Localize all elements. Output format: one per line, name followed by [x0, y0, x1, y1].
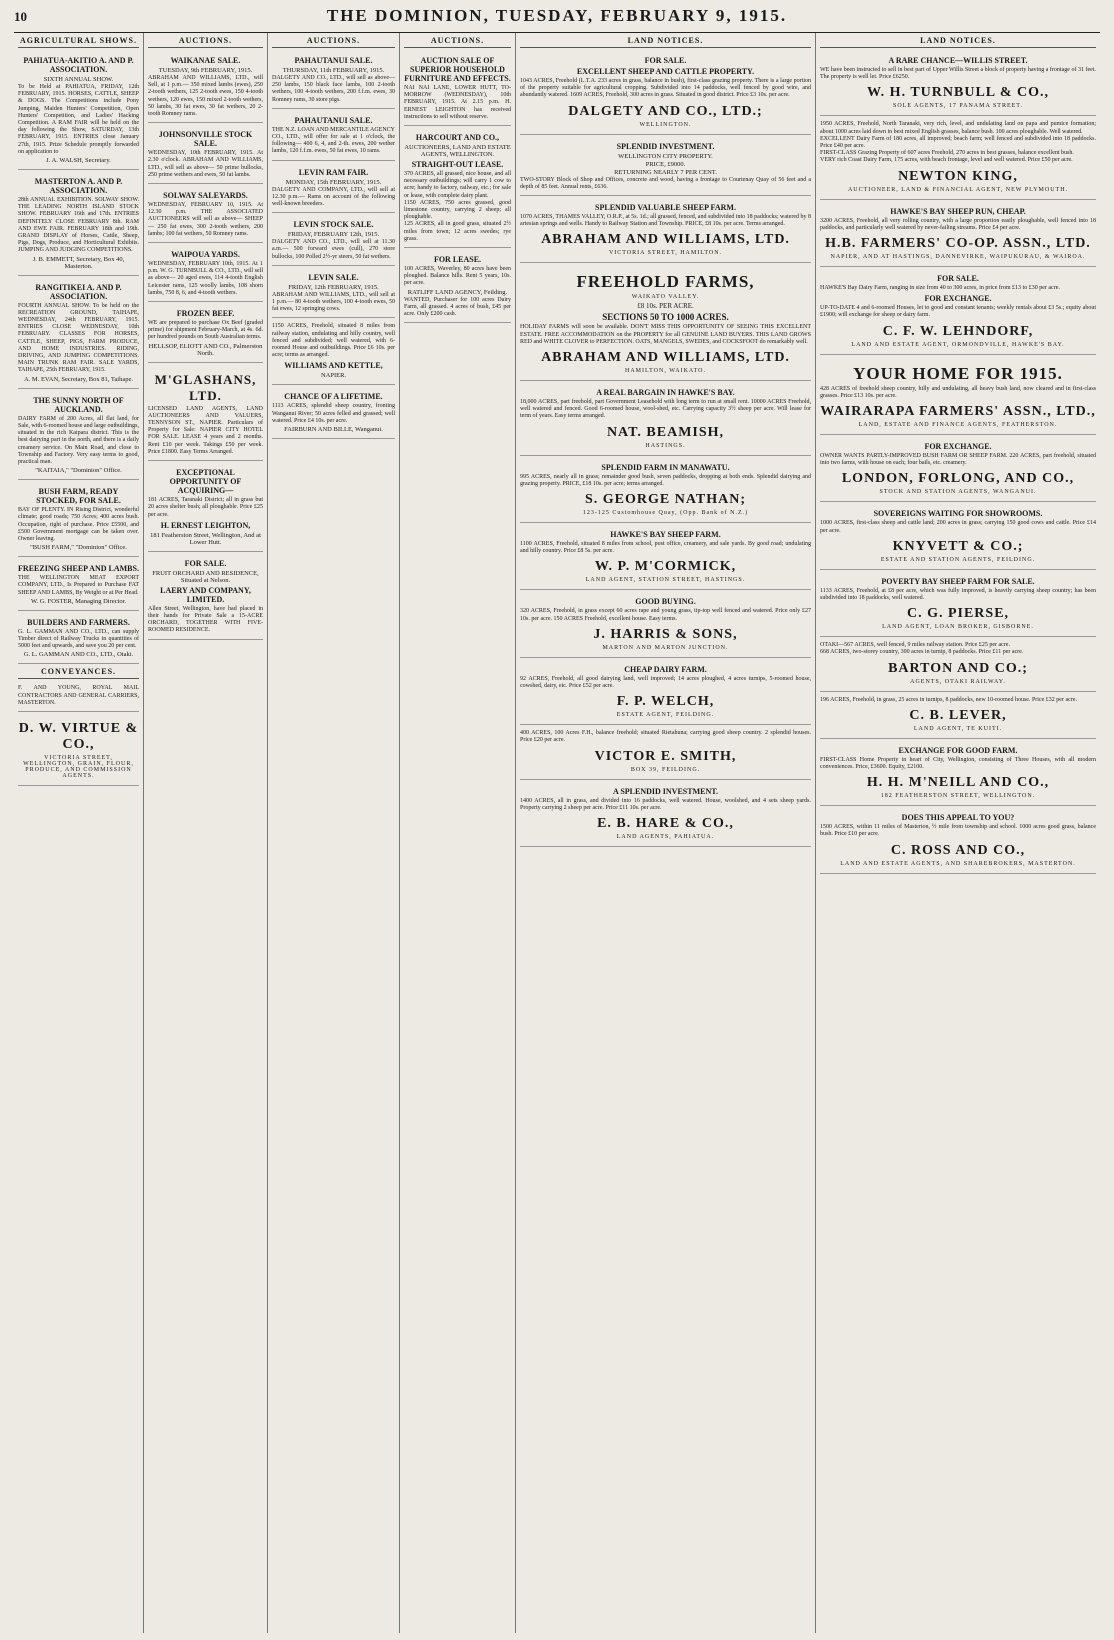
- ad-city-investment: SPLENDID INVESTMENT. WELLINGTON CITY PROPERTY. PRICE, £9000. RETURNING NEARLY 7 PER CENT. TWO-STORY Block of Shop and Offices, concrete and wood, having a frontage to Courtenay Quay of 56 feet and a depth of 85 feet. Annual rents, £636.: [520, 137, 811, 196]
- column-auctions-3: [400, 33, 516, 1633]
- ad-manawatu: SPLENDID FARM IN MANAWATU. 995 ACRES, nearly all in grass; remainder good bush, seven paddocks, dropping at both ends. Splendid dairying and grazing property. PRICE, £18 10s. per acre; terms arranged. S. GEORGE NATHAN; 123-125 Customhouse Quay, (Opp. Bank of N.Z.): [520, 458, 811, 523]
- ad-harcourt: HARCOURT AND CO., AUCTIONEERS, LAND AND ESTATE AGENTS, WELLINGTON. STRAIGHT-OUT LEASE. 370 ACRES, all grassed, nice house, and all necessary outbuildings; will carry 1 cow to acre; handy to factory, railway, etc.; for sale or lease, with complete dairy plant. 1150 ACRES, 750 acres grassed, good limestone country, carrying 2 sheep; all ploughable. 125 ACRES, all in good grass, situated 2½ miles from town; 12 acres swedes; rye grass.: [404, 128, 511, 248]
- ad-chance: CHANCE OF A LIFETIME. 1113 ACRES, splendid sheep country, fronting Wanganui River; 50 acres felled and grassed; well watered. Price £4 10s. per acre. FAIRBURN AND BILLE, Wanganui.: [272, 387, 395, 439]
- ad-valuable-sheep: SPLENDID VALUABLE SHEEP FARM. 1070 ACRES, THAMES VALLEY, O.R.P., at 5s. 1d.; all grassed, fenced, and subdivided into 18 paddocks; watered by 8 artesian springs and wells. Handy to Railway Station and Township. PRICE, £8 10s. per acre. Terms arranged. ABRAHAM AND WILLIAMS, LTD. VICTORIA STREET, HAMILTON.: [520, 198, 811, 263]
- ad-pierse: POVERTY BAY SHEEP FARM FOR SALE. 1133 ACRES, Freehold, at £8 per acre, which was fully improved, is heavily carrying sheep country; has been subdivided into 18 paddocks, well watered. C. G. PIERSE, LAND AGENT, LOAN BROKER, GISBORNE.: [820, 572, 1096, 637]
- ad-mneill: EXCHANGE FOR GOOD FARM. FIRST-CLASS Home Property in heart of City, Wellington, consisting of Three Houses, with all modern conveniences. Price, £3600. Equity, £2100. H. H. M'NEILL AND CO., 182 FEATHERSTON STREET, WELLINGTON.: [820, 741, 1096, 806]
- column-land-notices-1: [516, 33, 816, 1633]
- ad-young-carriers: F. AND YOUNG, ROYAL MAIL CONTRACTORS AND GENERAL CARRIERS, MASTERTON.: [18, 682, 139, 712]
- page-number: 10: [14, 9, 27, 24]
- ad-for-lease: FOR LEASE. 100 ACRES, Waverley, 80 acres have been ploughed. Balance hills. Rent 5 years, 10s. per acre. RATLIFF LAND AGENCY, Feilding. WANTED, Purchaser for 100 acres Dairy Farm, all grassed. 4 acres of bush, £45 per acre. Only £200 cash.: [404, 250, 511, 323]
- ad-400-acres: 400 ACRES, 100 Acres F.H., balance freehold; situated Rietahuna; carrying good sheep country. 2 splendid houses. Price £20 per acre. VICTOR E. SMITH, BOX 39, FEILDING.: [520, 727, 811, 779]
- column-header: AUCTIONS.: [148, 35, 263, 48]
- column-auctions-1: [144, 33, 268, 1633]
- ad-freezing: FREEZING SHEEP AND LAMBS. THE WELLINGTON MEAT EXPORT COMPANY, LTD., Is Prepared to Purchase FAT SHEEP AND LAMBS, By Weight or at Per Head. W. G. FOSTER, Managing Director.: [18, 559, 139, 611]
- ad-bush-farm: BUSH FARM, READY STOCKED, FOR SALE. BAY OF PLENTY. IN Rising District, wonderful climate; good roads; 750 Acres; 400 acres bush. Occupation, right of purchase. Price £5500, and £500 Government mortgage can be taken over. Owner leaving. "BUSH FARM," "Dominion" Office.: [18, 482, 139, 557]
- ad-fruit-orchard: FOR SALE. FRUIT ORCHARD AND RESIDENCE, Situated at Nelson. LAERY AND COMPANY, LIMITED. Allen Street, Wellington, have had placed in their hands for Private Sale a 15-ACRE ORCHARD, TOGETHER WITH FIVE-ROOMED RESIDENCE.: [148, 554, 263, 640]
- ad-solway: SOLWAY SALEYARDS. WEDNESDAY, FEBRUARY 10, 1915. At 12.30 p.m. THE ASSOCIATED AUCTIONEERS will sell as above— SHEEP— 250 fat ewes, 300 2-tooth wethers, 200 lambs; 100 fat wethers, 50 Romney rams.: [148, 186, 263, 243]
- ad-johnsonville: JOHNSONVILLE STOCK SALE. WEDNESDAY, 10th FEBRUARY, 1915. At 2.30 o'clock. ABRAHAM AND WILLIAMS, LTD., will sell as above— 50 prime bullocks, 250 prime wethers and ewes, 50 fat lambs.: [148, 125, 263, 184]
- ad-mglashans: M'GLASHANS, LTD. LICENSED LAND AGENTS, LAND AUCTIONEERS AND VALUERS, TENNYSON ST., NAPIER. Particulars of Property for Sale: NAPIER CITY HOTEL FOR SALE. LEASE 4 years and 2 months. Rent £10 per week. Takings £50 per week. Price £1800. Easy Terms Arranged.: [148, 365, 263, 461]
- ad-ross: DOES THIS APPEAL TO YOU? 1500 ACRES, within 11 miles of Masterton, ½ mile from township and school. 1000 acres good grass, balance bush. Price £10 per acre. C. ROSS AND CO., LAND AND ESTATE AGENTS, AND SHAREBROKERS, MASTERTON.: [820, 808, 1096, 873]
- ad-rangitikei-show: RANGITIKEI A. AND P. ASSOCIATION. FOURTH ANNUAL SHOW. To be held on the RECREATION GROUND, TAIHAPE, WEDNESDAY, 24th FEBRUARY, 1915. ENTRIES CLOSE WEDNESDAY, 10th FEBRUARY. CLASSES FOR HORSES, CATTLE, SHEEP, PIGS, FARM PRODUCE, AND HOME INDUSTRIES. RIDING, DRIVING, AND JUMPING COMPETITIONS. MAIN TRUNK RAM FAIR. SALE YARDS, TAIHAPE, 25th FEBRUARY, 1915. A. M. EVAN, Secretary, Box 81, Taihape.: [18, 278, 139, 389]
- ad-your-home: YOUR HOME FOR 1915. 428 ACRES of freehold sheep country, hilly and undulating, all heavy bush land, now cleared and in first-class grasses. Price £13 10s. per acre. WAIRARAPA FARMERS' ASSN., LTD., LAND, ESTATE AND FINANCE AGENTS, FEATHERSTON.: [820, 357, 1096, 435]
- ad-cheap-dairy: CHEAP DAIRY FARM. 92 ACRES, Freehold, all good dairying land, well improved; 14 acres ploughed, 4 acres turnips, 5-roomed house, cowshed, dairy, etc. Price £52 per acre. F. P. WELCH, ESTATE AGENT, FEILDING.: [520, 660, 811, 725]
- masthead: [14, 6, 1100, 33]
- ad-frozen-beef: FROZEN BEEF. WE are prepared to purchase Ox Beef (graded prime) for shipment February-March, at 4s. 6d. per hundred pounds on South Australian terms. HELLSOP, ELIOTT AND CO., Palmerston North.: [148, 304, 263, 363]
- ad-waikanae-sale: WAIKANAE SALE. TUESDAY, 9th FEBRUARY, 1915. ABRAHAM AND WILLIAMS, LTD., will Sell, at 1 p.m.— 350 mixed lambs (ewes), 250 2-tooth wethers, 125 2-tooth ewes, 150 4-tooth wethers, 120 ewes, 150 mixed 2-tooth wethers, 50 lambs, 30 fat ewes, 30 fat wethers, 20 2-tooth Romney rams.: [148, 51, 263, 123]
- column-header: AGRICULTURAL SHOWS.: [18, 35, 139, 48]
- column-land-notices-2: [816, 33, 1100, 1633]
- ad-lehndorf: FOR SALE. HAWKE'S Bay Dairy Farm, ranging in size from 40 to 300 acres, in price from £13 to £30 per acre. FOR EXCHANGE. UP-TO-DATE 4 and 6-roomed Houses, let to good and constant tenants; weekly rentals about £3 5s.; equity about £1900; will exchange for sheep or dairy farm. C. F. W. LEHNDORF, LAND AND ESTATE AGENT, ORMONDVILLE, HAWKE'S BAY.: [820, 269, 1096, 355]
- section-conveyances: CONVEYANCES.: [18, 666, 139, 679]
- ad-lower-hutt: AUCTION SALE OF SUPERIOR HOUSEHOLD FURNITURE AND EFFECTS. NAI NAI LANE, LOWER HUTT, TO-MORROW (WEDNESDAY), 10th FEBRUARY, 1915. At 2.15 p.m. H. ERNEST LEIGHTON has received instructions to sell without reserve.: [404, 51, 511, 126]
- ad-levin-sale: LEVIN SALE. FRIDAY, 12th FEBRUARY, 1915. ABRAHAM AND WILLIAMS, LTD., will sell at 1 p.m.— 80 4-tooth wethers, 100 4-tooth ewes, 50 fat ewes, 12 springing cows.: [272, 268, 395, 319]
- ad-pahiatua-show: PAHIATUA-AKITIO A. AND P. ASSOCIATION. SIXTH ANNUAL SHOW. To be Held at PAHIATUA, FRIDAY, 12th FEBRUARY, 1915. HORSES, CATTLE, SHEEP & DOGS. The Competitions include Pony Jumping, Maiden Hunters' Competition, Open Hunters' Competition, and Ladies' Hacking Competition. A RAM FAIR will be held on the day following the Show, SATURDAY, 13th FEBRUARY, 1915. ENTRIES close January 27th, 1915. Prize Schedule promptly forwarded on application to J. A. WALSH, Secretary.: [18, 51, 139, 170]
- ad-pahautanui-sale: PAHAUTANUI SALE. THURSDAY, 11th FEBRUARY, 1915. DALGETY AND CO., LTD., will sell as above— 250 lambs, 150 black face lambs, 100 2-tooth wethers, 100 4-tooth wethers, 200 f.f.m. ewes, 30 Romney rams, 30 store pigs.: [272, 51, 395, 109]
- column-auctions-2: [268, 33, 400, 1633]
- ad-builders: BUILDERS AND FARMERS. G. L. GAMMAN AND CO., LTD., can supply Timber direct of Railway Trucks in quantities of 5000 feet and upwards, and save you 20 per cent. G. L. GAMMAN AND CO., LTD., Otaki.: [18, 613, 139, 665]
- ad-levin-ram-fair: LEVIN RAM FAIR. MONDAY, 15th FEBRUARY, 1915. DALGETY AND COMPANY, LTD., will sell at 12.30 p.m.— Rams on account of the following well-known breeders.: [272, 163, 395, 214]
- ad-excellent-sheep: FOR SALE. EXCELLENT SHEEP AND CATTLE PROPERTY. 1043 ACRES, Freehold (L.T.A. 233 acres in grass, balance in bush), first-class grazing property. There is a large portion of the property suitable for agricultural cropping. Subdivided into 14 paddocks, well fenced by good wire, and abundantly watered. 1609 ACRES, Freehold, 300 acres in grass. Situated in good district. Price £3 10s. per acre. DALGETY AND CO., LTD.; WELLINGTON.: [520, 51, 811, 135]
- ad-knyvett: SOVEREIGNS WAITING FOR SHOWROOMS. 1000 ACRES, first-class sheep and cattle land; 200 acres in grass; carrying 150 good cows and cattle. Price £14 per acre. KNYVETT & CO.; ESTATE AND STATION AGENTS, FEILDING.: [820, 504, 1096, 569]
- ad-newton-king: 1950 ACRES, Freehold, North Taranaki, very rich, level, and undulating land on papa and pumice formation; about 1000 acres laid down in best mixed English grasses, balance bush. 100 acres ploughable. Well watered. EXCELLENT Dairy Farm of 180 acres, all improved; beach farm; well fenced and subdivided into 18 paddocks. Price £40 per acre. FIRST-CLASS Grazing Property of 607 acres Freehold, 270 acres in best grasses, balance excellent bush. VERY rich Coast Dairy Farm, 175 acres, with beach frontage, level and well watered. Price £50 per acre. NEWTON KING, AUCTIONEER, LAND & FINANCIAL AGENT, NEW PLYMOUTH.: [820, 118, 1096, 199]
- ad-hb-sheep-farm: HAWKE'S BAY SHEEP FARM. 1100 ACRES, Freehold, situated 8 miles from school, post office, creamery, and sale yards. By good road; undulating and hilly country. Price £8 5s. per acre. W. P. M'CORMICK, LAND AGENT, STATION STREET, HASTINGS.: [520, 525, 811, 590]
- ad-hb-sheep-run: HAWKE'S BAY SHEEP RUN, CHEAP. 3200 ACRES, Freehold, all very rolling country, with a large proportion easily ploughable, well fenced into 18 paddocks, and particularly well watered by never-failing streams. Price £4 per acre. H.B. FARMERS' CO-OP. ASSN., LTD. NAPIER, AND AT HASTINGS, DANNEVIRKE, WAIPUKURAU, & WAIROA.: [820, 202, 1096, 267]
- column-header: LAND NOTICES.: [520, 35, 811, 48]
- ad-levin-stock-sale: LEVIN STOCK SALE. FRIDAY, FEBRUARY 12th, 1915. DALGETY AND CO., LTD., will sell at 11.30 a.m.— 500 forward ewes (cull), 270 store bullocks, 100 Polled 2½-yr steers, 50 fat wethers.: [272, 215, 395, 266]
- column-header: AUCTIONS.: [272, 35, 395, 48]
- ad-freehold-farms: FREEHOLD FARMS, WAIKATO VALLEY. £8 10s. PER ACRE. SECTIONS 50 TO 1000 ACRES. HOLIDAY FARMS will soon be available. DON'T MISS THIS OPPORTUNITY OF SEEING THIS EXCELLENT ESTATE. FREE ACCOMMODATION on the PROPERTY for all GENUINE LAND BUYERS. THIS LAND GROWS RED and WHITE CLOVER to PERFECTION. OATS, MANGELS, SWEDES, and COCKSFOOT do remarkably well. ABRAHAM AND WILLIAMS, LTD. HAMILTON, WAIKATO.: [520, 265, 811, 381]
- ad-hawkes-bay-bargain: A REAL BARGAIN IN HAWKE'S BAY. 18,000 ACRES, part freehold, part Government Leasehold with long term to run at small rent. 10000 ACRES Freehold, well watered and fenced. Good 6-roomed house, wool-shed, etc. Carrying capacity 3½ sheep per acre. Will lease for term of years. Easy terms arranged. NAT. BEAMISH, HASTINGS.: [520, 383, 811, 456]
- column-header: LAND NOTICES.: [820, 35, 1096, 48]
- column-header: AUCTIONS.: [404, 35, 511, 48]
- newspaper-title: THE DOMINION, TUESDAY, FEBRUARY 9, 1915.: [326, 6, 788, 25]
- ad-exceptional: EXCEPTIONAL OPPORTUNITY OF ACQUIRING— 181 ACRES, Taranaki District; all in grass but 20 acres shelter bush; all ploughable. Price £25 per acre. H. ERNEST LEIGHTON, 181 Featherston Street, Wellington, And at Lower Hutt.: [148, 463, 263, 552]
- ad-masterton-show: MASTERTON A. AND P. ASSOCIATION. 28th ANNUAL EXHIBITION. SOLWAY SHOW. THE LEADING NORTH ISLAND STOCK SHOW. FEBRUARY 16th and 17th. ENTRIES DEFINITELY CLOSE FEBRUARY 8th. RAM AND EWE FAIR. FEBRUARY 18th and 19th. GRAND DISPLAY of Horses, Cattle, Sheep, Pigs, Dogs, Produce, and Horticultural Exhibits. JUMPING AND JUDGING COMPETITIONS. J. B. EMMETT, Secretary, Box 40, Masterton.: [18, 172, 139, 276]
- ad-good-buying: GOOD BUYING. 320 ACRES, Freehold, in grass except 60 acres rape and young grass, tip-top well fenced and watered. Price only £27 10s. per acre. 150 ACRES Freehold, excellent house. Easy terms. J. HARRIS & SONS, MARTON AND MARTON JUNCTION.: [520, 592, 811, 657]
- ad-auckland-dairy: THE SUNNY NORTH OF AUCKLAND. DAIRY FARM of 200 Acres, all flat land, for Sale, with 6-roomed house and large outbuildings, situated in the rich Kaipara district. This is the best dairying part in the north, and there is a daily creamery service. On Main Road, and close to Township and Factory. Very easy terms to good, practical man. "KAITAIA," "Dominion" Office.: [18, 391, 139, 480]
- ad-lever: 196 ACRES, Freehold, in grass, 25 acres in turnips, 8 paddocks, new 10-roomed house. Price £32 per acre. C. B. LEVER, LAND AGENT, TE KUITI.: [820, 694, 1096, 739]
- ad-waipoua: WAIPOUA YARDS. WEDNESDAY, FEBRUARY 10th, 1915. At 1 p.m. W. G. TURNBULL & CO., LTD., will sell as above— 20 aged ewes, 114 4-tooth English Leicester rams, 125 woolly lambs, 108 shorn lambs, 750 8, 6, and 4-tooth wethers.: [148, 245, 263, 302]
- ad-1150-acres: 1150 ACRES, Freehold, situated 8 miles from railway station, undulating and hilly country, well fenced and subdivided; well watered, with 6-roomed House and outbuildings. Price £6 10s. per acre; terms as arranged. WILLIAMS AND KETTLE, NAPIER.: [272, 320, 395, 385]
- column-agricultural-shows: [14, 33, 144, 1633]
- ad-1400-acres: A SPLENDID INVESTMENT. 1400 ACRES, all in grass, and divided into 16 paddocks, well watered. House, woolshed, and 4 sets sheep yards. Property carrying 2 sheep per acre. Price £11 10s. per acre. E. B. HARE & CO., LAND AGENTS, PAHIATUA.: [520, 782, 811, 847]
- ad-virtue: D. W. VIRTUE & CO., VICTORIA STREET, WELLINGTON, GRAIN, FLOUR, PRODUCE, AND COMMISSION AGENTS.: [18, 714, 139, 786]
- ad-barton: OTAKI—567 ACRES, well fenced, 9 miles railway station. Price £25 per acre. 668 ACRES, two-storey country, 300 acres in turnip, 8 paddocks. Price £11 per acre. BARTON AND CO.; AGENTS, OTAKI RAILWAY.: [820, 639, 1096, 691]
- ad-london-forlong: FOR EXCHANGE. OWNER WANTS PARTLY-IMPROVED BUSH FARM OR SHEEP FARM. 220 ACRES, part freehold, situated into two farms, with house on each; four bails, etc. creamery. LONDON, FORLONG, AND CO., STOCK AND STATION AGENTS, WANGANUI.: [820, 437, 1096, 502]
- ad-willis-street: A RARE CHANCE—WILLIS STREET. WE have been instructed to sell in best part of Upper Willis Street a block of property having a frontage of 31 feet. The property is well let. Price £6250. W. H. TURNBULL & CO., SOLE AGENTS, 17 PANAMA STREET.: [820, 51, 1096, 116]
- ad-pahautanui-sale-2: PAHAUTANUI SALE. THE N.Z. LOAN AND MERCANTILE AGENCY CO., LTD., will offer for sale at 1 o'clock, the following— 400 6, 4, and 2-th. ewes, 200 wether lambs, 120 f.f.m. ewes, 50 fat ewes, 10 rams.: [272, 111, 395, 161]
